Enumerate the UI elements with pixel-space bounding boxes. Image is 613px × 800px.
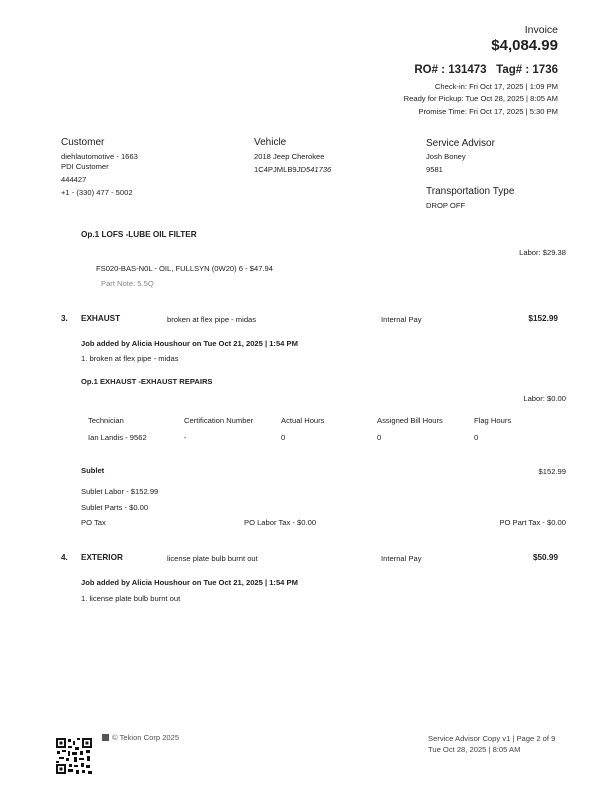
tech-cell-certification: - [184, 433, 187, 442]
customer-phone: +1 - (330) 477 - 5002 [61, 188, 133, 197]
po-part-tax: PO Part Tax - $0.00 [499, 518, 566, 527]
tech-header-technician: Technician [88, 416, 124, 425]
copy-info: Service Advisor Copy v1 | Page 2 of 9 [428, 734, 556, 743]
vin-prefix: 1C4PJMLB9 [254, 165, 297, 174]
tag-number: 1736 [532, 64, 558, 76]
op-lofs-title [81, 230, 197, 239]
document-title: Invoice [524, 24, 558, 36]
copyright-line [102, 733, 179, 742]
op-lofs-labor: Labor: $29.38 [519, 248, 566, 257]
job4-concern: 1. license plate bulb burnt out [81, 594, 181, 603]
transport-heading: Transportation Type [426, 186, 515, 197]
vehicle-model: 2018 Jeep Cherokee [254, 152, 325, 161]
vehicle-heading: Vehicle [254, 137, 287, 148]
op-lofs-title-text: Op.1 LOFS -LUBE OIL FILTER [81, 230, 197, 239]
po-labor-tax: PO Labor Tax - $0.00 [244, 518, 317, 527]
op-lofs-part: FS020-BAS-N0L - OIL, FULLSYN (0W20) 6 - $47.94 [96, 264, 273, 273]
advisor-id: 9581 [426, 165, 443, 174]
tekion-logo-icon [102, 734, 109, 741]
tag-label: Tag# [496, 64, 523, 76]
customer-id: 444427 [61, 175, 87, 184]
job4-code: EXTERIOR [81, 553, 123, 562]
promise-time: Promise Time: Fri Oct 17, 2025 | 5:30 PM [418, 107, 558, 116]
sublet-amount: $152.99 [538, 467, 566, 476]
job3-description: broken at flex pipe - midas [167, 315, 257, 324]
ro-label: RO# [414, 64, 438, 76]
customer-type: PDI Customer [61, 162, 109, 171]
copyright-text: © Tekion Corp 2025 [112, 733, 180, 742]
job3-pay-type: Internal Pay [381, 315, 422, 324]
job4-description: license plate bulb burnt out [167, 554, 258, 563]
sublet-label: Sublet [81, 466, 105, 475]
ro-tag-line: RO# : 131473 Tag# : 1736 [414, 64, 558, 76]
job3-code: EXHAUST [81, 314, 121, 323]
vehicle-vin [254, 165, 331, 174]
advisor-name: Josh Boney [426, 152, 466, 161]
vin-suffix: JD541736 [296, 165, 332, 174]
advisor-heading: Service Advisor [426, 138, 495, 149]
job4-added-by: Job added by Alicia Houshour on Tue Oct 21, 2025 | 1:54 PM [81, 578, 298, 587]
job3-op-title: Op.1 EXHAUST -EXHAUST REPAIRS [81, 377, 213, 386]
job3-amount: $152.99 [528, 314, 558, 323]
job4-number: 4. [61, 553, 68, 562]
job3-added-by: Job added by Alicia Houshour on Tue Oct 21, 2025 | 1:54 PM [81, 339, 298, 348]
job4-amount: $50.99 [532, 553, 558, 562]
ro-number: 131473 [448, 64, 487, 76]
qr-code [56, 738, 92, 774]
sublet-parts: Sublet Parts - $0.00 [81, 503, 149, 512]
check-in-time: Check-in: Fri Oct 17, 2025 | 1:09 PM [434, 82, 558, 91]
transport-value: DROP OFF [426, 201, 466, 210]
tech-cell-assigned-hours: 0 [377, 433, 382, 442]
job3-labor: Labor: $0.00 [523, 394, 566, 403]
customer-name: diehlautomotive - 1663 [61, 152, 138, 161]
tech-header-assigned-hours: Assigned Bill Hours [377, 416, 443, 425]
tech-cell-name: Ian Landis - 9562 [88, 433, 147, 442]
job4-pay-type: Internal Pay [381, 554, 422, 563]
po-tax-label: PO Tax [81, 518, 106, 527]
op-lofs-part-note: Part Note: 5.5Q [101, 279, 154, 288]
ready-pickup-time: Ready for Pickup: Tue Oct 28, 2025 | 8:05 AM [403, 94, 558, 103]
tech-header-flag-hours: Flag Hours [474, 416, 512, 425]
tech-header-actual-hours: Actual Hours [281, 416, 325, 425]
tech-cell-actual-hours: 0 [281, 433, 286, 442]
job3-concern: 1. broken at flex pipe - midas [81, 354, 179, 363]
customer-heading: Customer [61, 137, 105, 148]
printed-time: Tue Oct 28, 2025 | 8:05 AM [428, 745, 521, 754]
invoice-total: $4,084.99 [491, 37, 558, 54]
sublet-labor: Sublet Labor - $152.99 [81, 487, 159, 496]
tech-header-certification: Certification Number [184, 416, 254, 425]
job3-number: 3. [61, 314, 68, 323]
tech-cell-flag-hours: 0 [474, 433, 479, 442]
